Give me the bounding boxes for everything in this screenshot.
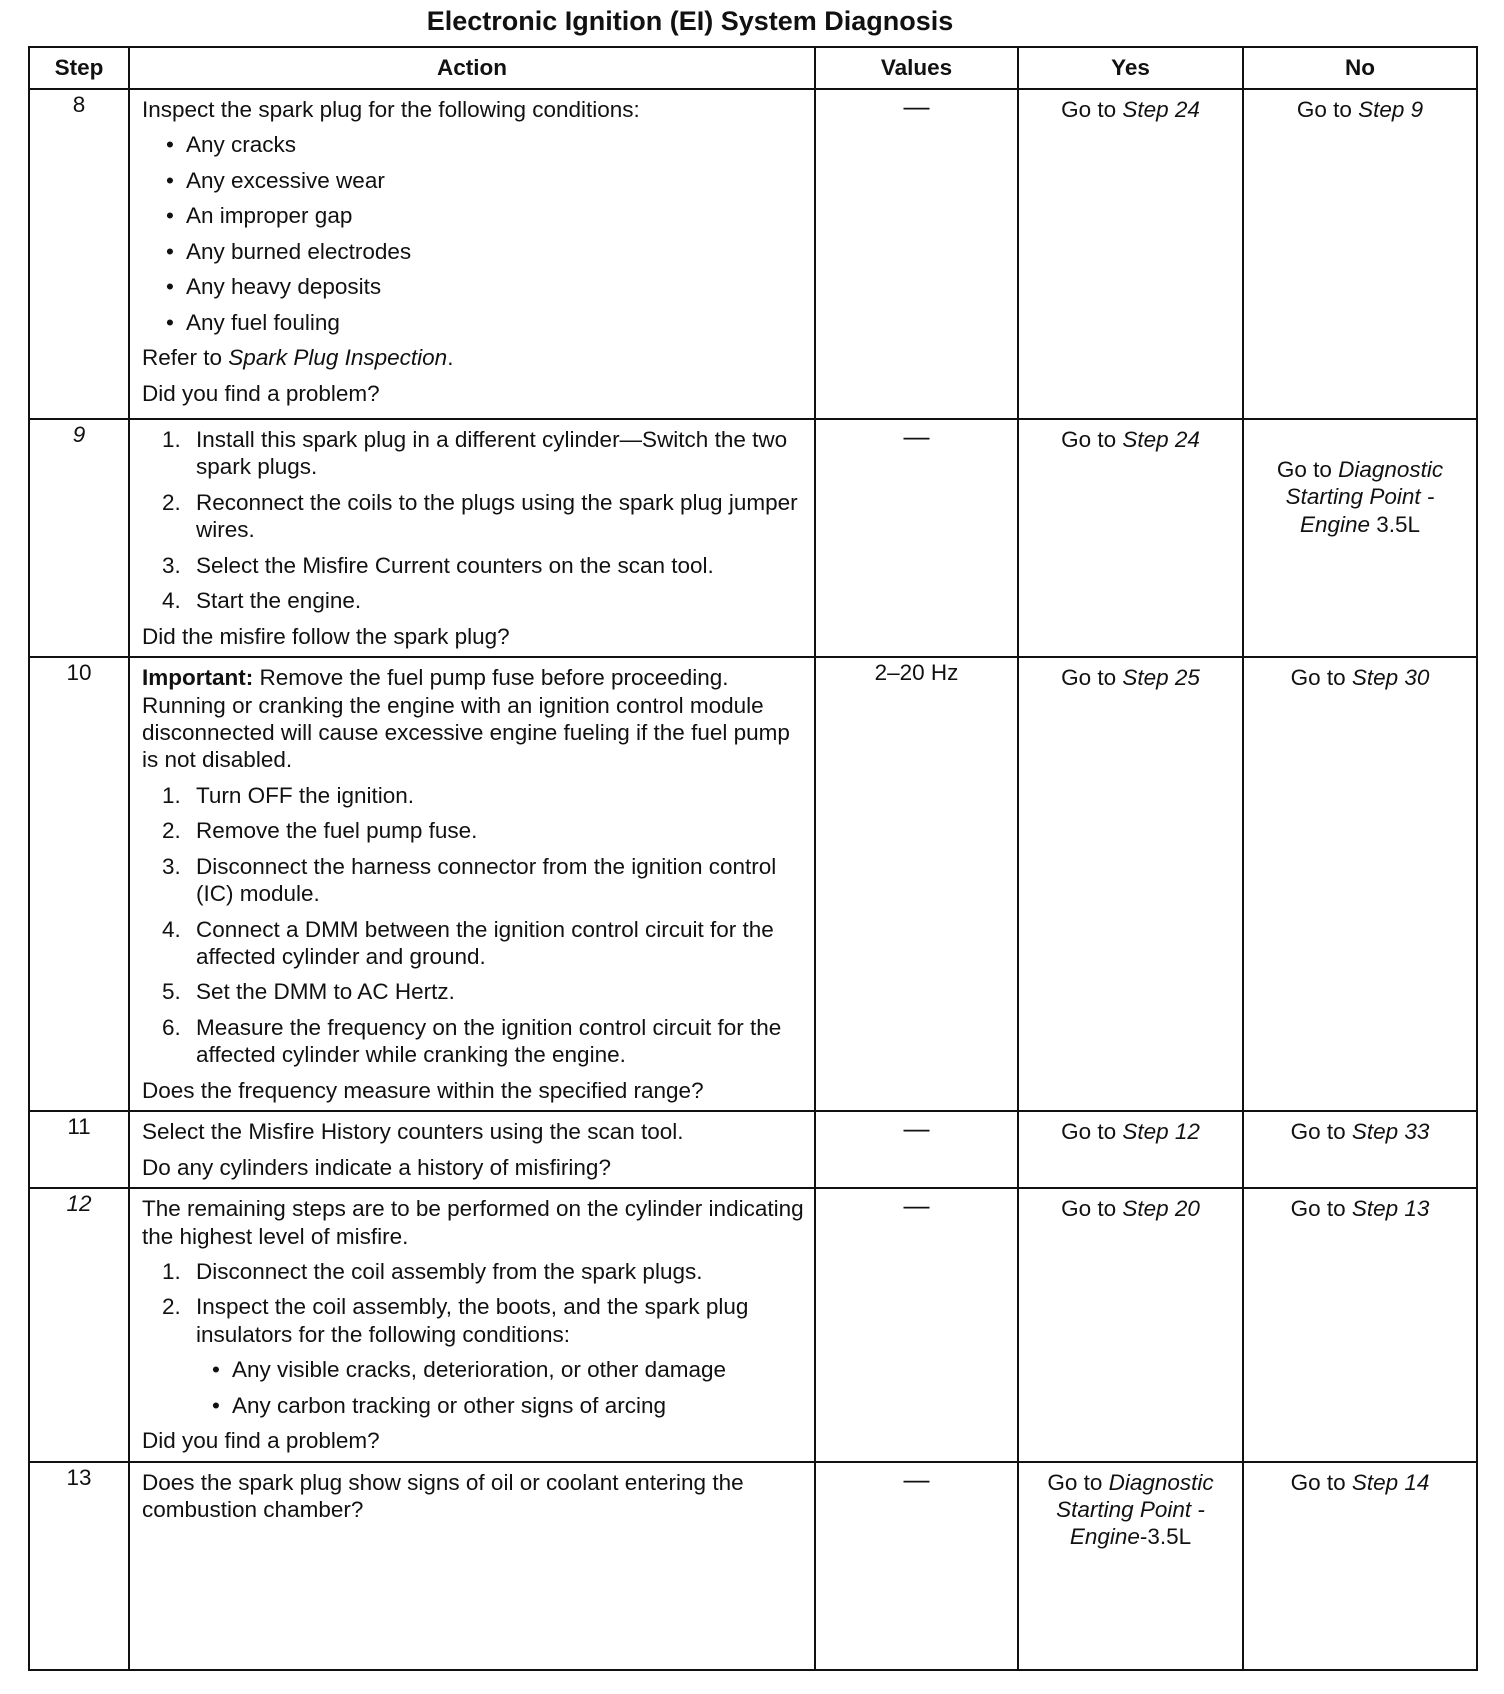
- item-number: 1.: [162, 1258, 181, 1284]
- item-text: Connect a DMM between the ignition control circuit for the affected cylinder and ground.: [196, 916, 774, 969]
- no-cell: [1243, 1188, 1477, 1462]
- condition-sublist: [142, 1356, 806, 1419]
- step-number: 13: [29, 1462, 129, 1670]
- list-item: • Any visible cracks, deterioration, or other damage: [212, 1356, 806, 1383]
- no-step-link[interactable]: Step 13: [1351, 1196, 1430, 1222]
- header-no: No: [1243, 47, 1477, 89]
- yes-prefix: Go to: [1047, 1469, 1109, 1495]
- list-item: • Any carbon tracking or other signs of arcing: [212, 1392, 806, 1419]
- step-number: 11: [29, 1111, 129, 1188]
- table-row-step-13: [29, 1462, 1477, 1670]
- values-cell: [815, 1462, 1018, 1670]
- no-prefix: Go to: [1276, 457, 1339, 482]
- table-row-step-11: [29, 1111, 1477, 1188]
- refer-line: [142, 344, 806, 371]
- table-header-row: [29, 47, 1477, 89]
- item-text: Turn OFF the ignition.: [196, 782, 415, 808]
- values-cell: [815, 1188, 1018, 1462]
- yes-cell: [1018, 1462, 1243, 1670]
- no-step-link[interactable]: Step 30: [1351, 665, 1430, 691]
- item-text: Remove the fuel pump fuse.: [196, 818, 478, 844]
- no-prefix: Go to: [1290, 1469, 1352, 1495]
- yes-prefix: Go to: [1061, 97, 1123, 122]
- list-item: [162, 916, 806, 971]
- step-number: 9: [29, 419, 129, 657]
- item-text: Measure the frequency on the ignition control circuit for the affected cylinder while cranking the engine.: [196, 1014, 782, 1068]
- item-text: Disconnect the coil assembly from the spark plugs.: [196, 1258, 703, 1284]
- action-line: Select the Misfire History counters using the scan tool.: [142, 1119, 684, 1145]
- value-text: —: [903, 1113, 930, 1144]
- procedure-list: [142, 426, 806, 615]
- value-text: 2–20 Hz: [874, 660, 959, 686]
- value-text: —: [903, 1463, 930, 1494]
- important-label: Important:: [142, 665, 254, 691]
- list-item: [162, 587, 806, 614]
- item-number: 2.: [162, 1294, 181, 1320]
- item-number: 3.: [162, 552, 181, 578]
- action-question: Did you find a problem?: [142, 1428, 380, 1454]
- yes-prefix: Go to: [1061, 665, 1123, 691]
- list-item: [162, 853, 806, 908]
- condition-list: [142, 131, 806, 336]
- no-step-link[interactable]: Step 9: [1358, 97, 1424, 122]
- action-question: Does the frequency measure within the specified range?: [142, 1077, 704, 1103]
- values-cell: [815, 89, 1018, 419]
- important-note: [142, 664, 806, 774]
- list-item: [162, 978, 806, 1005]
- value-text: —: [903, 91, 930, 121]
- action-cell: [129, 1111, 815, 1188]
- action-intro: Inspect the spark plug for the following conditions:: [142, 97, 640, 122]
- yes-step-link[interactable]: Step 20: [1122, 1196, 1200, 1222]
- action-cell: [129, 89, 815, 419]
- yes-step-link[interactable]: Step 12: [1122, 1119, 1200, 1145]
- action-question: Did the misfire follow the spark plug?: [142, 623, 510, 649]
- yes-cell: [1018, 657, 1243, 1111]
- values-cell: [815, 1111, 1018, 1188]
- list-item: [162, 426, 806, 481]
- yes-step-link[interactable]: Step 24: [1122, 427, 1200, 452]
- action-cell: [129, 657, 815, 1111]
- no-prefix: Go to: [1290, 1196, 1352, 1222]
- step-number: 8: [29, 89, 129, 419]
- list-item: • Any excessive wear: [166, 167, 806, 194]
- document-title: Electronic Ignition (EI) System Diagnosis: [426, 6, 954, 36]
- yes-step-link[interactable]: Step 24: [1122, 97, 1200, 122]
- no-suffix: 3.5L: [1370, 511, 1421, 537]
- list-item: • Any burned electrodes: [166, 238, 806, 265]
- no-cell: [1243, 89, 1477, 419]
- table-row-step-12: [29, 1188, 1477, 1462]
- spark-plug-inspection-link[interactable]: Spark Plug Inspection: [228, 345, 448, 371]
- yes-cell: [1018, 89, 1243, 419]
- header-step: Step: [29, 47, 129, 89]
- item-number: 1.: [162, 782, 181, 808]
- no-diagnostic-link[interactable]: Diagnostic Starting Point - Engine: [1285, 457, 1444, 537]
- action-question: Does the spark plug show signs of oil or coolant entering the combustion chamber?: [142, 1469, 744, 1522]
- yes-prefix: Go to: [1061, 1196, 1123, 1222]
- procedure-list: [142, 782, 806, 1069]
- item-number: 3.: [162, 853, 181, 879]
- list-item: • Any cracks: [166, 131, 806, 158]
- header-values: Values: [815, 47, 1018, 89]
- no-cell: [1243, 1462, 1477, 1670]
- yes-cell: [1018, 1111, 1243, 1188]
- step-number: 12: [29, 1188, 129, 1462]
- action-cell: [129, 1462, 815, 1670]
- refer-suffix: .: [447, 345, 454, 371]
- item-number: 1.: [162, 427, 181, 452]
- refer-prefix: Refer to: [142, 345, 229, 371]
- yes-prefix: Go to: [1061, 427, 1123, 452]
- item-number: 6.: [162, 1014, 181, 1040]
- header-yes: Yes: [1018, 47, 1243, 89]
- item-number: 2.: [162, 818, 181, 844]
- item-number: 5.: [162, 979, 181, 1005]
- list-item: [162, 817, 806, 844]
- item-number: 2.: [162, 489, 181, 515]
- item-text: Inspect the coil assembly, the boots, and the spark plug insulators for the following conditions:: [196, 1294, 749, 1347]
- item-text: Install this spark plug in a different cylinder—Switch the two spark plugs.: [196, 427, 788, 480]
- action-cell: [129, 1188, 815, 1462]
- action-cell: [129, 419, 815, 657]
- item-text: Select the Misfire Current counters on the scan tool.: [196, 552, 714, 578]
- values-cell: [815, 419, 1018, 657]
- list-item: [162, 782, 806, 809]
- yes-suffix: -3.5L: [1139, 1524, 1192, 1550]
- yes-cell: [1018, 1188, 1243, 1462]
- action-question: Did you find a problem?: [142, 380, 380, 406]
- item-text: Disconnect the harness connector from the ignition control (IC) module.: [196, 853, 777, 907]
- no-prefix: Go to: [1290, 665, 1352, 691]
- item-text: Start the engine.: [196, 588, 362, 614]
- list-item: [162, 552, 806, 579]
- action-question: Do any cylinders indicate a history of misfiring?: [142, 1154, 611, 1180]
- item-text: Set the DMM to AC Hertz.: [196, 979, 455, 1005]
- yes-step-link[interactable]: Step 25: [1122, 665, 1200, 691]
- list-item: [162, 489, 806, 544]
- item-text: Reconnect the coils to the plugs using the spark plug jumper wires.: [196, 489, 798, 543]
- header-action: Action: [129, 47, 815, 89]
- diagnosis-table: [28, 46, 1478, 1671]
- no-prefix: Go to: [1290, 1119, 1352, 1145]
- value-text: —: [903, 421, 930, 451]
- value-text: —: [903, 1190, 930, 1221]
- yes-cell: [1018, 419, 1243, 657]
- list-item: • An improper gap: [166, 202, 806, 229]
- yes-prefix: Go to: [1061, 1119, 1123, 1145]
- list-item: [162, 1258, 806, 1285]
- procedure-list: [142, 1258, 806, 1348]
- no-cell: [1243, 419, 1477, 657]
- values-cell: [815, 657, 1018, 1111]
- yes-diagnostic-link[interactable]: Diagnostic Starting Point - Engine: [1056, 1469, 1214, 1550]
- no-cell: [1243, 657, 1477, 1111]
- step-number: 10: [29, 657, 129, 1111]
- no-prefix: Go to: [1296, 97, 1359, 122]
- list-item: • Any fuel fouling: [166, 309, 806, 336]
- table-row-step-10: [29, 657, 1477, 1111]
- list-item: [162, 1014, 806, 1069]
- list-item: • Any heavy deposits: [166, 273, 806, 300]
- action-intro: The remaining steps are to be performed on the cylinder indicating the highest level of misfire.: [142, 1196, 804, 1249]
- table-row-step-8: [29, 89, 1477, 419]
- important-text: Remove the fuel pump fuse before proceeding. Running or cranking the engine with an ignition control module disconnected will cause excessive engine fueling if the fuel pump is not disabled.: [142, 665, 790, 773]
- table-row-step-9: [29, 419, 1477, 657]
- no-cell: [1243, 1111, 1477, 1188]
- no-step-link[interactable]: Step 33: [1351, 1119, 1430, 1145]
- item-number: 4.: [162, 588, 181, 614]
- no-step-link[interactable]: Step 14: [1351, 1469, 1430, 1495]
- list-item: [162, 1293, 806, 1348]
- item-number: 4.: [162, 916, 181, 942]
